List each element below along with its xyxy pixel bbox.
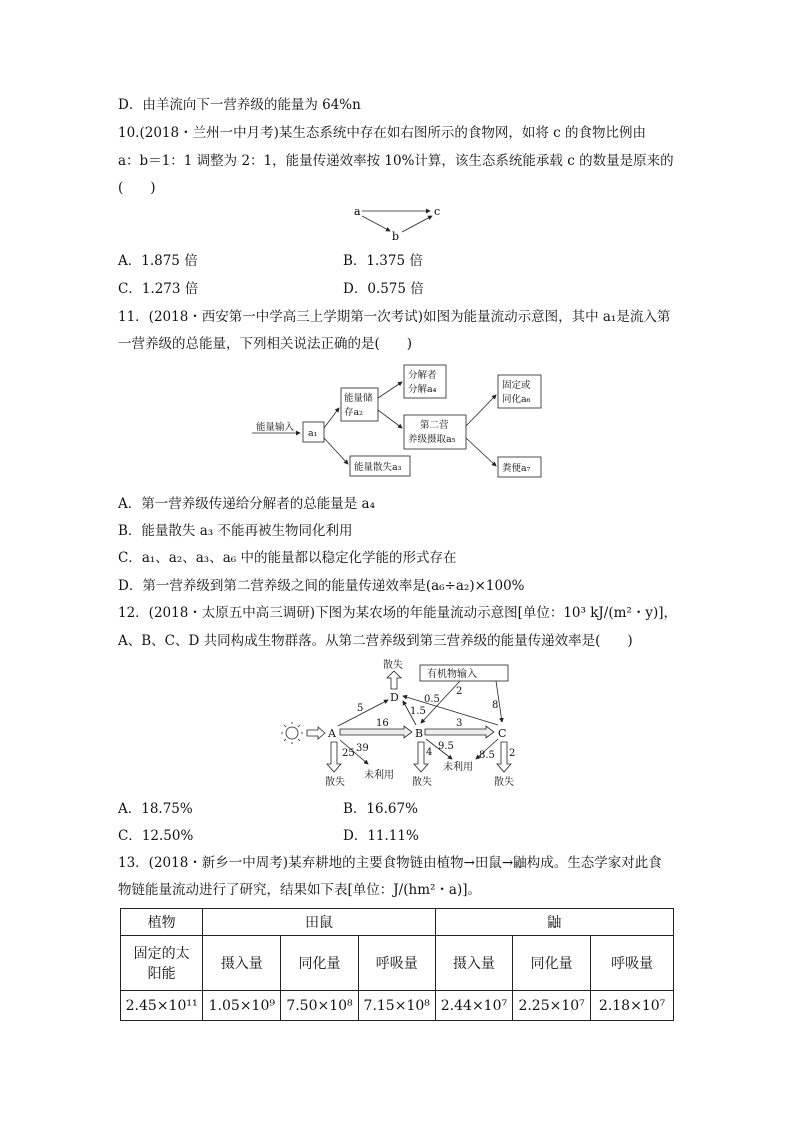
svg-text:39: 39 [356, 743, 369, 754]
q10-option-b: B．1.375 倍 [343, 253, 423, 269]
q13-stem-line1: 13．(2018・新乡一中周考)某弃耕地的主要食物链由植物→田鼠→鼬构成。生态学家对此食 [118, 855, 662, 871]
svg-text:固定或: 固定或 [502, 380, 531, 391]
header-weasel-respiration: 呼吸量 [591, 936, 674, 991]
svg-text:2: 2 [509, 748, 516, 759]
q10-option-a: A．1.875 倍 [118, 253, 198, 269]
q11-option-d: D．第一营养级到第二营养级之间的能量传递效率是(a₆÷a₂)×100% [118, 578, 525, 594]
svg-text:16: 16 [376, 718, 389, 729]
svg-text:a₁: a₁ [308, 428, 318, 439]
q10-option-d: D．0.575 倍 [343, 281, 424, 297]
energy-flow-table [120, 908, 674, 1021]
node-c: c [434, 205, 441, 218]
q11-option-b: B．能量散失 a₃ 不能再被生物同化利用 [118, 523, 353, 539]
node-a: a [354, 205, 361, 218]
header-vole-respiration: 呼吸量 [358, 936, 435, 991]
svg-text:8: 8 [492, 700, 499, 711]
svg-text:同化a₆: 同化a₆ [502, 394, 531, 405]
header-weasel: 鼬 [435, 909, 673, 936]
svg-text:0.5: 0.5 [424, 694, 440, 705]
q12-stem-line1: 12．(2018・太原五中高三调研)下图为某农场的年能量流动示意图[单位：10³ kJ/(m²・y)]， [118, 605, 677, 621]
svg-text:25: 25 [342, 748, 355, 759]
svg-text:养级摄取a₅: 养级摄取a₅ [408, 434, 456, 445]
header-weasel-intake: 摄入量 [435, 936, 512, 991]
svg-text:3: 3 [456, 718, 463, 729]
q12-option-b: B．16.67% [343, 801, 418, 817]
svg-text:9.5: 9.5 [438, 741, 454, 752]
svg-text:粪便a₇: 粪便a₇ [502, 463, 531, 474]
node-b: b [392, 230, 400, 243]
header-vole: 田鼠 [203, 909, 436, 936]
arrow-b-c [402, 216, 432, 232]
cell-vole-assimilation: 7.50×10⁸ [281, 991, 358, 1021]
header-weasel-assimilation: 同化量 [513, 936, 591, 991]
c-dissipation-label: 散失 [494, 777, 514, 788]
svg-text:存a₂: 存a₂ [344, 407, 363, 418]
q13-stem-line2: 物链能量流动进行了研究，结果如下表[单位：J/(hm²・a)]。 [118, 882, 481, 898]
q11-option-c: C．a₁、a₂、a₃、a₆ 中的能量都以稳定化学能的形式存在 [118, 550, 457, 566]
svg-text:分解a₄: 分解a₄ [408, 384, 437, 395]
cell-vole-respiration: 7.15×10⁸ [358, 991, 435, 1021]
q12-option-c: C．12.50% [118, 828, 194, 844]
node-A: A [328, 727, 336, 740]
svg-text:有机物输入: 有机物输入 [427, 669, 477, 680]
b-dissipation-label: 散失 [412, 777, 432, 788]
q10-stem-line3: ( ) [118, 180, 156, 196]
q11-option-a: A．第一营养级传递给分解者的总能量是 a₄ [118, 496, 376, 512]
q12-farm-energy-flow-diagram [280, 656, 520, 790]
cell-vole-intake: 1.05×10⁹ [203, 991, 281, 1021]
energy-input-label: 能量输入 [256, 422, 295, 433]
node-D: D [390, 691, 399, 704]
header-plant: 植物 [121, 909, 203, 936]
cell-weasel-respiration: 2.18×10⁷ [591, 991, 674, 1021]
svg-text:能量散失a₃: 能量散失a₃ [354, 462, 402, 473]
q10-stem-line1: 10.(2018・兰州一中月考)某生态系统中存在如右图所示的食物网，如将 c 的食物比例由 [118, 125, 647, 141]
a-unused-label: 未利用 [364, 770, 394, 781]
svg-text:第二营: 第二营 [420, 420, 449, 431]
q12-option-d: D．11.11% [343, 828, 419, 844]
svg-text:8.5: 8.5 [479, 750, 495, 761]
cell-weasel-intake: 2.44×10⁷ [435, 991, 512, 1021]
q11-stem-line1: 11．(2018・西安第一中学高三上学期第一次考试)如图为能量流动示意图，其中 a₁是流入第 [118, 309, 671, 325]
node-B: B [415, 727, 424, 740]
svg-text:分解者: 分解者 [408, 370, 437, 381]
svg-text:1.5: 1.5 [410, 706, 426, 717]
svg-text:能量储: 能量储 [344, 393, 373, 404]
a-dissipation-label: 散失 [325, 777, 345, 788]
svg-text:4: 4 [426, 747, 433, 758]
node-C: C [498, 727, 507, 740]
q10-stem-line2: a：b＝1：1 调整为 2：1，能量传递效率按 10%计算，该生态系统能承载 c 的数量是原来的 [118, 153, 674, 169]
header-vole-intake: 摄入量 [203, 936, 281, 991]
sun-icon [281, 722, 303, 744]
d-dissipation-label: 散失 [383, 660, 403, 671]
q11-stem-line2: 一营养级的总能量，下列相关说法正确的是( ) [118, 336, 413, 352]
cell-weasel-assimilation: 2.25×10⁷ [513, 991, 591, 1021]
q12-option-a: A．18.75% [118, 801, 193, 817]
b-unused-label: 未利用 [443, 762, 473, 773]
cell-plant-fixed: 2.45×10¹¹ [121, 991, 203, 1021]
arrow-a-b [362, 216, 390, 231]
svg-text:5: 5 [357, 703, 364, 714]
header-vole-assimilation: 同化量 [281, 936, 358, 991]
q12-stem-line2: A、B、C、D 共同构成生物群落。从第二营养级到第三营养级的能量传递效率是( ) [118, 633, 633, 649]
q10-food-web-diagram [340, 200, 460, 246]
svg-text:2: 2 [456, 686, 463, 697]
q9-option-d: D．由羊流向下一营养级的能量为 64%n [118, 97, 361, 113]
q10-option-c: C．1.273 倍 [118, 281, 199, 297]
header-fixed-solar-energy: 固定的太 阳能 [121, 936, 203, 991]
q11-energy-flow-diagram [248, 362, 548, 486]
